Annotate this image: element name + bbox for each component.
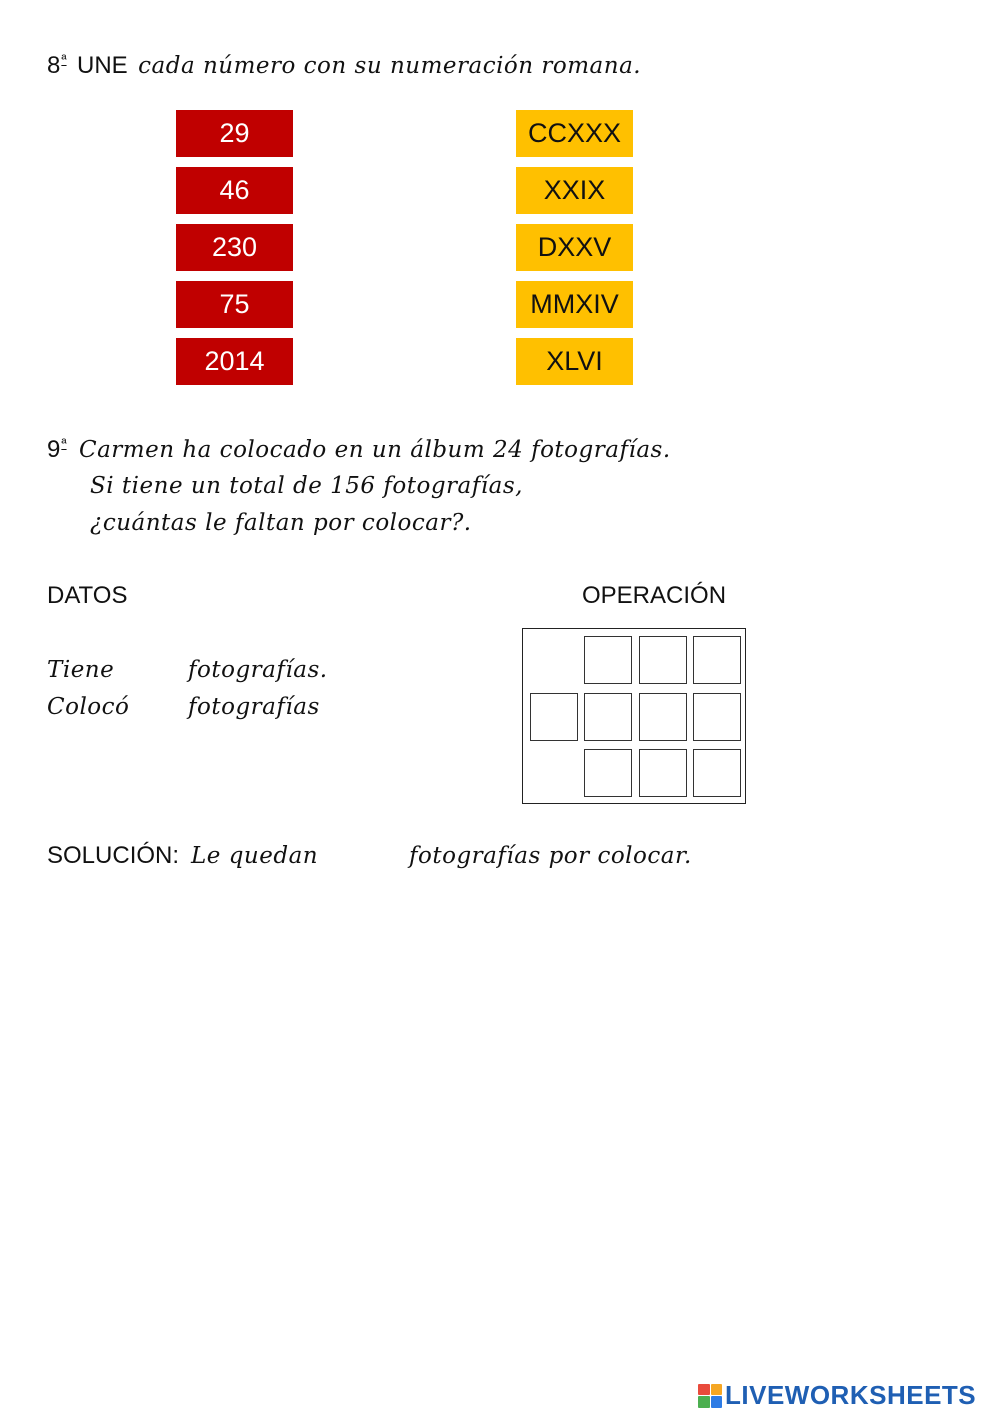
operation-result-cell[interactable] bbox=[639, 749, 687, 797]
roman-tile-label: DXXV bbox=[537, 232, 612, 262]
ordinal-mark: ª bbox=[61, 51, 67, 67]
datos-row-2-answer-blank[interactable] bbox=[122, 692, 182, 722]
solucion-answer-blank[interactable] bbox=[322, 840, 402, 870]
exercise-8-heading bbox=[47, 52, 641, 80]
solucion-prefix: Le quedan bbox=[191, 843, 319, 869]
datos-row-1-unit: fotografías. bbox=[188, 657, 328, 683]
operation-digit-cell[interactable] bbox=[639, 693, 687, 741]
problem-text-line-1: Carmen ha colocado en un álbum 24 fotografías. bbox=[79, 437, 671, 463]
roman-tile[interactable] bbox=[516, 338, 633, 385]
number-tile-label: 230 bbox=[211, 232, 258, 262]
liveworksheets-mark-icon bbox=[698, 1384, 722, 1408]
number-tile[interactable] bbox=[176, 281, 293, 328]
roman-tile[interactable] bbox=[516, 110, 633, 157]
solucion-suffix: fotografías por colocar. bbox=[409, 843, 692, 869]
roman-tile[interactable] bbox=[516, 224, 633, 271]
operation-grid bbox=[522, 628, 746, 804]
exercise-9-line-1 bbox=[47, 436, 671, 464]
datos-row-2-label: Colocó bbox=[47, 694, 130, 720]
number-tile-label: 75 bbox=[219, 289, 250, 319]
roman-tile-label: CCXXX bbox=[527, 118, 622, 148]
operation-digit-cell[interactable] bbox=[693, 636, 741, 684]
roman-tile-label: MMXIV bbox=[530, 289, 619, 319]
roman-tile[interactable] bbox=[516, 167, 633, 214]
exercise-number: 8 bbox=[47, 52, 61, 79]
operation-digit-cell[interactable] bbox=[584, 693, 632, 741]
operation-result-cell[interactable] bbox=[584, 749, 632, 797]
number-tile[interactable] bbox=[176, 110, 293, 157]
problem-text-line-3: ¿cuántas le faltan por colocar?. bbox=[90, 510, 472, 536]
operation-digit-cell[interactable] bbox=[693, 693, 741, 741]
instruction-keyword: UNE bbox=[77, 52, 128, 79]
number-tile[interactable] bbox=[176, 338, 293, 385]
datos-row-1-answer-blank[interactable] bbox=[122, 655, 182, 685]
roman-tile-label: XLVI bbox=[546, 346, 603, 376]
number-tile[interactable] bbox=[176, 224, 293, 271]
number-tile[interactable] bbox=[176, 167, 293, 214]
number-tile-label: 46 bbox=[219, 175, 250, 205]
solucion-label: SOLUCIÓN: bbox=[47, 842, 180, 869]
datos-row-1-label: Tiene bbox=[47, 657, 115, 683]
roman-tile[interactable] bbox=[516, 281, 633, 328]
operacion-heading: OPERACIÓN bbox=[582, 582, 727, 609]
operation-sign-cell[interactable] bbox=[530, 693, 578, 741]
problem-text-line-2: Si tiene un total de 156 fotografías, bbox=[90, 473, 523, 499]
roman-tile-label: XXIX bbox=[543, 175, 606, 205]
instruction-text: cada número con su numeración romana. bbox=[138, 53, 642, 79]
datos-row-2-unit: fotografías bbox=[188, 694, 320, 720]
operation-result-cell[interactable] bbox=[693, 749, 741, 797]
number-tile-label: 2014 bbox=[204, 346, 265, 376]
datos-heading: DATOS bbox=[47, 582, 128, 609]
ordinal-mark: ª bbox=[61, 435, 67, 451]
liveworksheets-logo bbox=[698, 1380, 976, 1411]
number-tile-label: 29 bbox=[219, 118, 250, 148]
exercise-number: 9 bbox=[47, 436, 61, 463]
operation-digit-cell[interactable] bbox=[639, 636, 687, 684]
brand-name: LIVEWORKSHEETS bbox=[725, 1380, 977, 1410]
operation-digit-cell[interactable] bbox=[584, 636, 632, 684]
